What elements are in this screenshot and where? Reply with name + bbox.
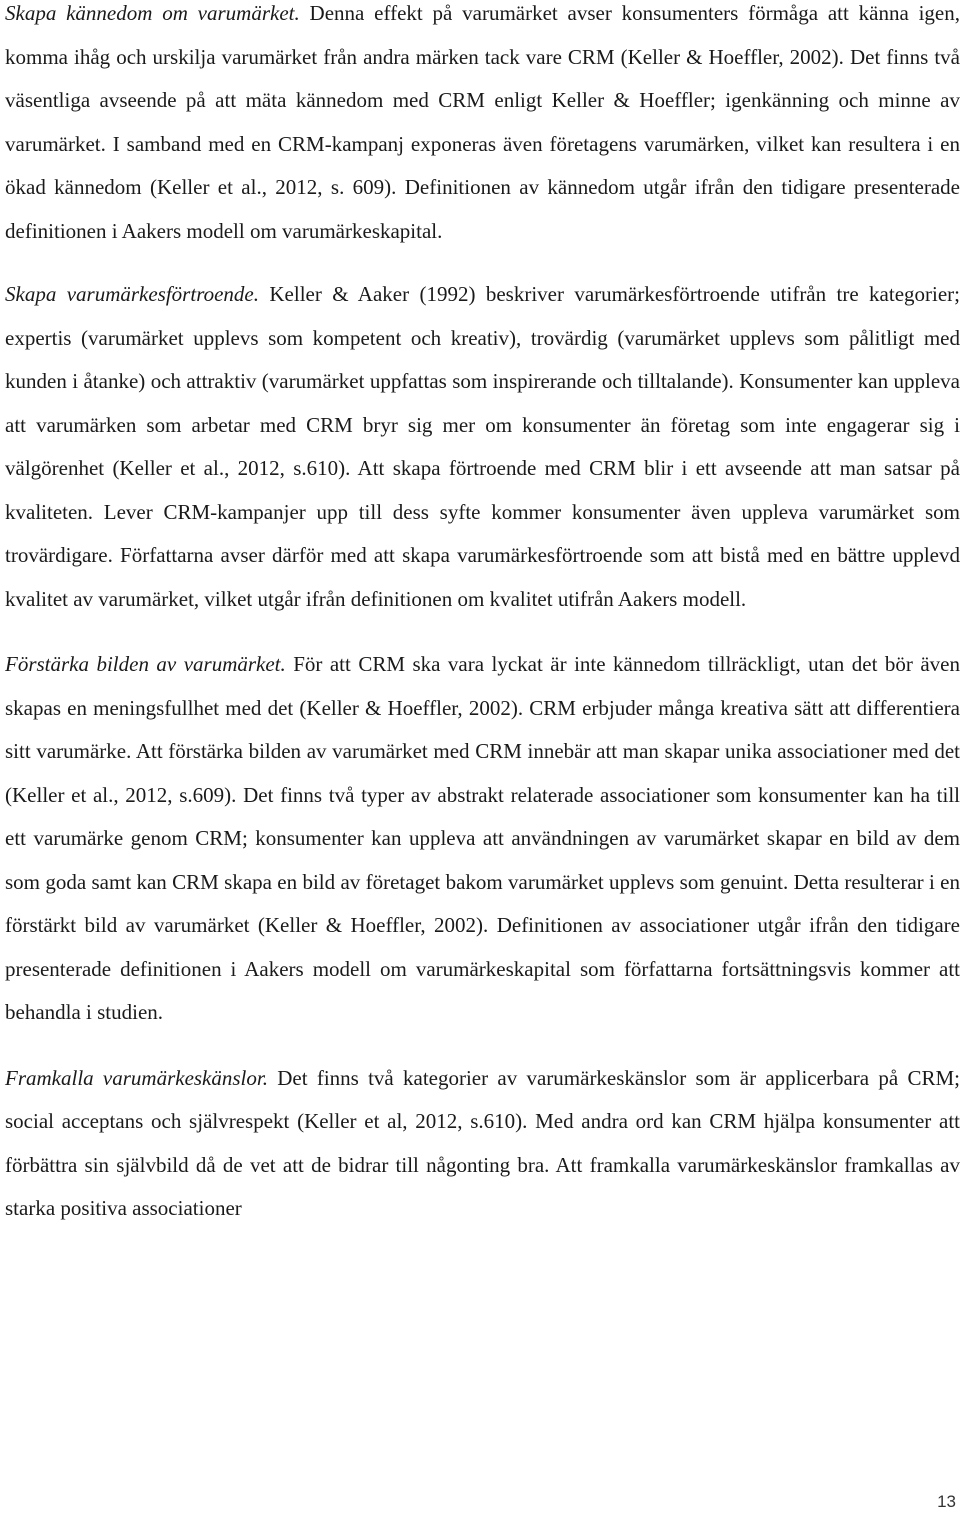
paragraph-body: För att CRM ska vara lyckat är inte kännedom tillräckligt, utan det bör även skapas en meningsfullhet med det (Keller & Hoeffler, 2002). CRM erbjuder många kreativa sätt att differentiera sitt varumärke. Att förstärka bilden av varumärket med CRM innebär att man skapar unika associationer med det (Keller et al., 2012, s.609). Det finns två typer av abstrakt relaterade associationer som konsumenter kan ha till ett varumärke genom CRM; konsumenter kan uppleva att användningen av varumärket skapar en bild av dem som goda samt kan CRM skapa en bild av företaget bakom varumärket upplevs som genuint. Detta resulterar i en förstärkt bild av varumärket (Keller & Hoeffler, 2002). Definitionen av associationer utgår ifrån den tidigare presenterade definitionen i Aakers modell om varumärkeskapital som författarna fortsättningsvis kommer att behandla i studien. [5,652,960,1024]
paragraph-brand-image [5,643,960,1035]
paragraph-heading: Framkalla varumärkeskänslor. [5,1065,268,1090]
paragraph-body: Keller & Aaker (1992) beskriver varumärkesförtroende utifrån tre kategorier; expertis (varumärket upplevs som kompetent och kreativ), trovärdig (varumärket upplevs som pålitligt med kunden i åtanke) och attraktiv (varumärket uppfattas som inspirerande och tilltalande). Konsumenter kan uppleva att varumärken som arbetar med CRM bryr sig mer om konsumenter än företag som inte engagerar sig i välgörenhet (Keller et al., 2012, s.610). Att skapa förtroende med CRM blir i ett avseende att man satsar på kvaliteten. Lever CRM-kampanjer upp till dess syfte kommer konsumenter även uppleva varumärket som trovärdigare. Författarna avser därför med att skapa varumärkesförtroende som att bistå med en bättre upplevd kvalitet av varumärket, vilket utgår ifrån definitionen om kvalitet utifrån Aakers modell. [5,282,960,611]
paragraph-heading: Skapa kännedom om varumärket. [5,1,300,25]
document-page [5,0,960,1231]
paragraph-brand-awareness [5,0,960,253]
paragraph-brand-trust [5,273,960,621]
page-number: 13 [937,1492,956,1511]
paragraph-brand-feelings [5,1057,960,1231]
paragraph-body: Denna effekt på varumärket avser konsumenters förmåga att känna igen, komma ihåg och urskilja varumärket från andra märken tack vare CRM (Keller & Hoeffler, 2002). Det finns två väsentliga avseende på att mäta kännedom med CRM enligt Keller & Hoeffler; igenkänning och minne av varumärket. I samband med en CRM-kampanj exponeras även företagens varumärken, vilket kan resultera i en ökad kännedom (Keller et al., 2012, s. 609). Definitionen av kännedom utgår ifrån den tidigare presenterade definitionen i Aakers modell om varumärkeskapital. [5,1,960,243]
paragraph-body: Det finns två kategorier av varumärkeskänslor som är applicerbara på CRM; social acceptans och självrespekt (Keller et al, 2012, s.610). Med andra ord kan CRM hjälpa konsumenter att förbättra sin självbild då de vet att de bidrar till någonting bra. Att framkalla varumärkeskänslor framkallas av starka positiva associationer [5,1065,960,1220]
paragraph-heading: Förstärka bilden av varumärket. [5,652,286,676]
paragraph-heading: Skapa varumärkesförtroende. [5,282,259,306]
